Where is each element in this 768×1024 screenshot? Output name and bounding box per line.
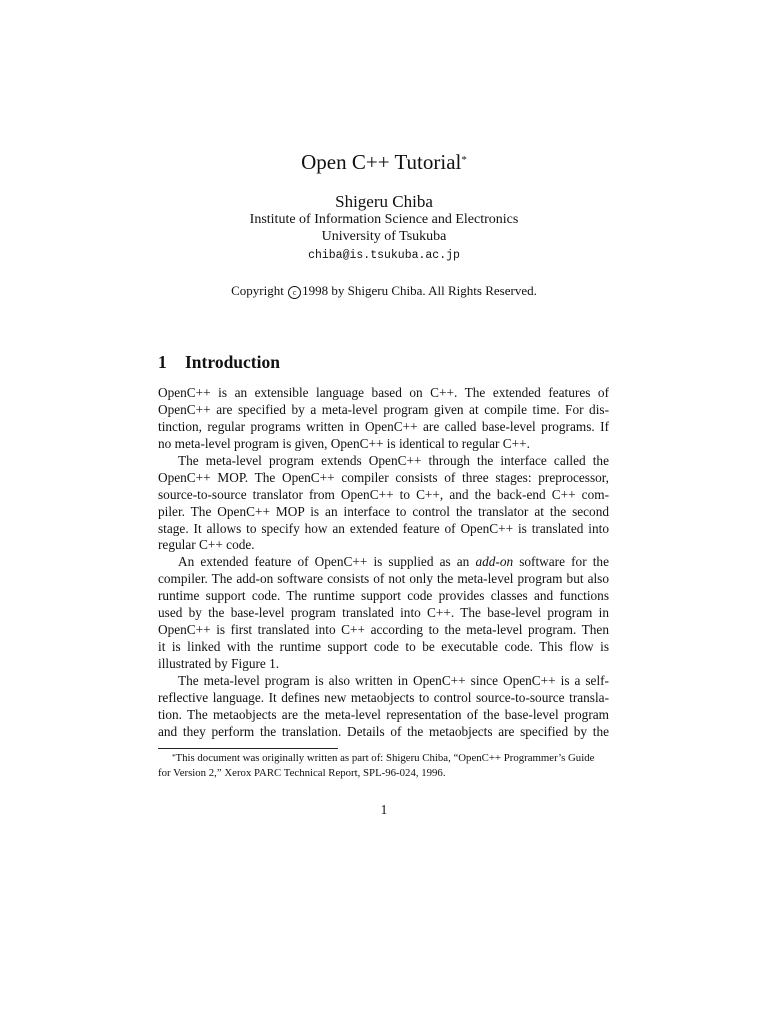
paragraph-3-line-3: runtime support code. The runtime support code provides classes and functions	[158, 588, 609, 604]
copyright-prefix: Copyright	[231, 283, 284, 298]
author-email: chiba@is.tsukuba.ac.jp	[308, 249, 460, 262]
section-heading	[158, 350, 280, 374]
section-number: 1	[158, 352, 167, 372]
paragraph-4-line-3: tion. The metaobjects are the meta-level representation of the base-level program	[158, 706, 609, 722]
page-number: 1	[380, 802, 388, 817]
affiliation-institute: Institute of Information Science and Electronics	[249, 212, 519, 227]
paragraph-1-line-3: tinction, regular programs written in OpenC++ are called base-level programs. If	[158, 418, 609, 434]
add-on-emphasis: add-on	[475, 554, 514, 570]
paper-title	[0, 148, 768, 176]
paper-title-text: Open C++ Tutorial	[301, 150, 462, 174]
copyright-notice	[0, 283, 768, 299]
paragraph-3-line-1	[158, 554, 609, 571]
footnote-divider	[158, 748, 338, 749]
author-name: Shigeru Chiba	[335, 192, 433, 211]
paragraph-4-line-4: and they perform the translation. Details of the metaobjects are specified by the	[158, 723, 609, 739]
footnote-mark: *	[172, 753, 176, 761]
paragraph-3-line-5: OpenC++ is first translated into C++ according to the meta-level program. Then	[158, 622, 609, 638]
paragraph-3-line-1-start: An extended feature of OpenC++ is supplied as an	[178, 554, 476, 570]
copyright-text: 1998 by Shigeru Chiba. All Rights Reserved.	[302, 283, 537, 298]
title-footnote-mark: *	[461, 154, 467, 166]
section-title: Introduction	[185, 352, 280, 372]
paragraph-3-line-6: it is linked with the runtime support code to be executable code. This flow is	[158, 639, 609, 655]
paragraph-4-line-2: reflective language. It defines new metaobjects to control source-to-source transla-	[158, 689, 609, 705]
paragraph-2-line-2: OpenC++ MOP. The OpenC++ compiler consists of three stages: preprocessor,	[158, 469, 609, 485]
paragraph-1-line-4: no meta-level program is given, OpenC++ is identical to regular C++.	[158, 435, 530, 451]
paragraph-2-line-4: piler. The OpenC++ MOP is an interface to control the translator at the second	[158, 503, 609, 519]
paragraph-4-line-1: The meta-level program is also written in OpenC++ since OpenC++ is a self-	[178, 672, 609, 688]
paragraph-2-line-3: source-to-source translator from OpenC++ to C++, and the back-end C++ com-	[158, 486, 609, 502]
affiliation-university: University of Tsukuba	[321, 229, 447, 244]
footnote	[158, 751, 609, 780]
paragraph-3-line-1-end: software for the	[513, 554, 609, 570]
footnote-line-2: for Version 2,” Xerox PARC Technical Report, SPL-96-024, 1996.	[158, 766, 446, 779]
copyright-symbol: c	[288, 286, 301, 299]
paragraph-2-line-6: regular C++ code.	[158, 537, 255, 553]
footnote-line-1-text: This document was originally written as part of: Shigeru Chiba, “OpenC++ Programmer’s Guide	[175, 752, 595, 764]
footnote-line-1	[158, 751, 609, 766]
paragraph-1-line-1: OpenC++ is an extensible language based on C++. The extended features of	[158, 385, 609, 400]
section-body	[158, 385, 609, 741]
paragraph-3-line-7: illustrated by Figure 1.	[158, 656, 280, 671]
paragraph-1-line-2: OpenC++ are specified by a meta-level program given at compile time. For dis-	[158, 401, 609, 417]
paragraph-3-line-4: used by the base-level program translated into C++. The base-level program in	[158, 605, 609, 621]
paragraph-2-line-5: stage. It allows to specify how an extended feature of OpenC++ is translated into	[158, 520, 609, 536]
paragraph-3-line-2: compiler. The add-on software consists of not only the meta-level program but also	[158, 571, 609, 587]
paragraph-2-line-1: The meta-level program extends OpenC++ through the interface called the	[178, 452, 609, 468]
